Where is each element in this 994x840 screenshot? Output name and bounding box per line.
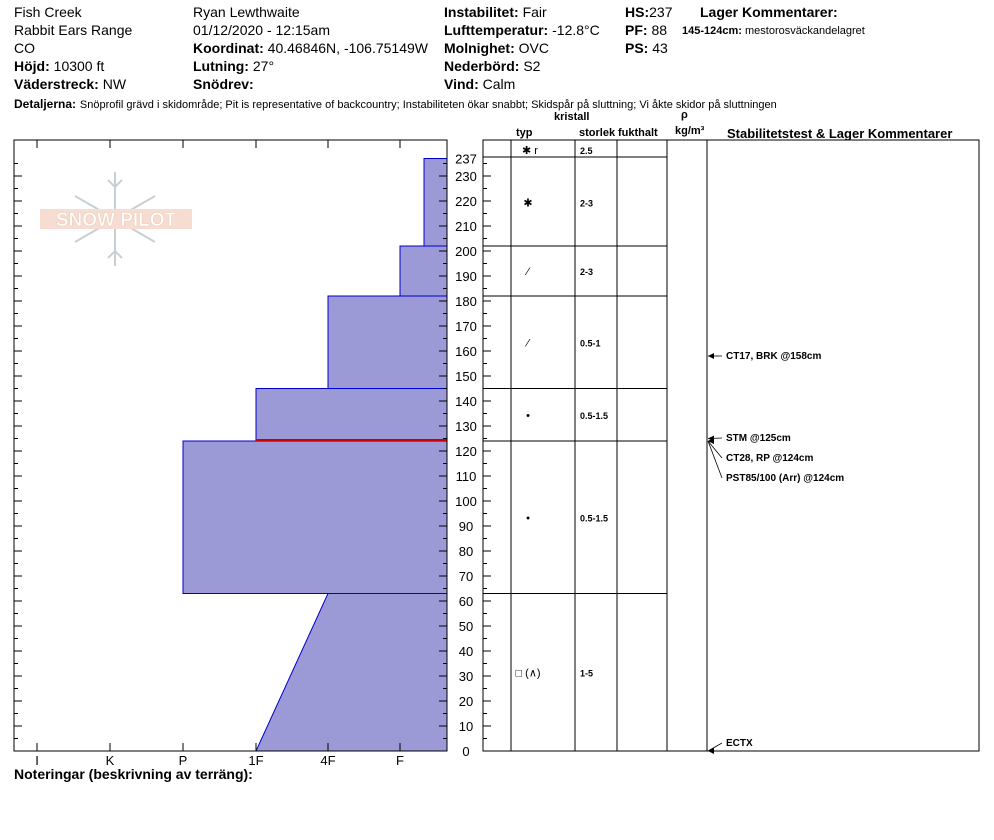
- col-moisture: fukthalt: [618, 127, 658, 139]
- stability-test-label: STM @125cm: [726, 433, 791, 444]
- depth-label: 60: [458, 594, 474, 609]
- hardness-label: K: [105, 753, 115, 768]
- col-density: kg/m³: [675, 125, 705, 137]
- stability-test-label: CT28, RP @124cm: [726, 453, 814, 464]
- svg-text:SNOW PILOT: SNOW PILOT: [55, 210, 177, 231]
- stability-test-label: ECTX: [726, 738, 753, 749]
- ps: PS: 43: [625, 40, 668, 56]
- depth-label: 0: [462, 744, 470, 759]
- depth-label: 180: [455, 294, 477, 309]
- col-type: typ: [516, 127, 533, 139]
- test-leader-line: [708, 441, 722, 458]
- depth-label: 160: [455, 344, 477, 359]
- state-name: CO: [14, 40, 35, 56]
- observer: Ryan Lewthwaite: [193, 4, 300, 20]
- precip: Nederbörd: S2: [444, 58, 541, 74]
- layer-0: [424, 159, 447, 247]
- hs: HS:237: [625, 4, 673, 20]
- depth-label: 70: [458, 569, 474, 584]
- stability-test-label: PST85/100 (Arr) @124cm: [726, 473, 845, 484]
- col-rho: ρ: [681, 109, 688, 121]
- elevation: Höjd: 10300 ft: [14, 58, 105, 74]
- grain-frame: [483, 140, 979, 751]
- depth-label: 20: [458, 694, 474, 709]
- layer-grain-symbol: •: [526, 512, 530, 525]
- col-crystal-top: kristall: [554, 111, 590, 123]
- layer-grain-symbol: ✱: [523, 197, 533, 210]
- sky: Molnighet: OVC: [444, 40, 549, 56]
- hardness-label: I: [35, 753, 39, 768]
- depth-label: 140: [455, 394, 477, 409]
- test-arrow-icon: [708, 353, 714, 359]
- depth-label: 10: [458, 719, 474, 734]
- range-name: Rabbit Ears Range: [14, 22, 133, 38]
- hardness-label: F: [396, 753, 404, 768]
- test-leader-line: [708, 743, 722, 751]
- depth-label: 120: [455, 444, 477, 459]
- layer-2: [328, 296, 447, 389]
- depth-label: 100: [455, 494, 477, 509]
- aspect: Väderstreck: NW: [14, 76, 127, 92]
- depth-label: 170: [455, 319, 477, 334]
- depth-label: 150: [455, 369, 477, 384]
- depth-label: 230: [455, 169, 477, 184]
- layer-grain-size: 1-5: [580, 668, 594, 679]
- depth-label: 130: [455, 419, 477, 434]
- layer-4: [183, 441, 447, 594]
- layer-5: [256, 594, 447, 752]
- wind-loading: Snödrev:: [193, 76, 254, 92]
- layer-grain-size: 0.5-1.5: [580, 513, 609, 524]
- depth-label: 50: [458, 619, 474, 634]
- stability: Instabilitet: Fair: [444, 4, 547, 20]
- layer-grain-symbol: ⁄: [527, 337, 529, 350]
- stability-test-label: CT17, BRK @158cm: [726, 351, 822, 362]
- depth-label: 210: [455, 219, 477, 234]
- layer-comments-title: Lager Kommentarer:: [700, 4, 838, 20]
- depth-label-top: 237: [455, 151, 477, 167]
- layer-grain-symbol: •: [526, 409, 530, 422]
- layer-comment: 145-124cm: mestorosväckandelagret: [682, 25, 865, 37]
- layer-grain-symbol: □ (∧): [515, 667, 541, 680]
- details: Detaljerna: Snöprofil grävd i skidområde; Pit is representative of backcountry; Instabiliteten ökar snabbt; Skidspår på sluttning; Vi åkte skidor på sluttningen: [14, 97, 777, 111]
- layer-grain-size: 0.5-1.5: [580, 410, 609, 421]
- col-size: storlek: [579, 127, 616, 139]
- depth-label: 90: [458, 519, 474, 534]
- surface-grain-size: 2.5: [580, 146, 593, 156]
- layer-grain-size: 0.5-1: [580, 338, 601, 349]
- depth-label: 200: [455, 244, 477, 259]
- depth-label: 110: [455, 469, 477, 484]
- layer-grain-symbol: ⁄: [527, 266, 529, 278]
- hardness-label: P: [178, 753, 188, 768]
- pf: PF: 88: [625, 22, 668, 38]
- depth-label: 40: [458, 644, 474, 659]
- coordinates: Koordinat: 40.46846N, -106.75149W: [193, 40, 428, 56]
- layer-3: [256, 389, 447, 442]
- layer-grain-size: 2-3: [580, 267, 594, 277]
- wind: Vind: Calm: [444, 76, 516, 92]
- col-stability-title: Stabilitetstest & Lager Kommentarer: [727, 126, 953, 141]
- surface-grain-symbol: ✱ r: [522, 145, 538, 157]
- snowpilot-logo: [40, 172, 192, 266]
- depth-label: 220: [455, 194, 477, 209]
- hardness-label: 1F: [248, 753, 264, 768]
- depth-label: 190: [455, 269, 477, 284]
- layer-grain-size: 2-3: [580, 198, 594, 209]
- location-name: Fish Creek: [14, 4, 82, 20]
- notes-label: Noteringar (beskrivning av terräng):: [14, 766, 253, 782]
- slope: Lutning: 27°: [193, 58, 275, 74]
- hardness-label: 4F: [320, 753, 336, 768]
- air-temp: Lufttemperatur: -12.8°C: [444, 22, 600, 38]
- layer-1: [400, 246, 447, 296]
- datetime: 01/12/2020 - 12:15am: [193, 22, 330, 38]
- depth-label: 30: [458, 669, 474, 684]
- depth-label: 80: [458, 544, 474, 559]
- test-leader-line: [708, 441, 722, 478]
